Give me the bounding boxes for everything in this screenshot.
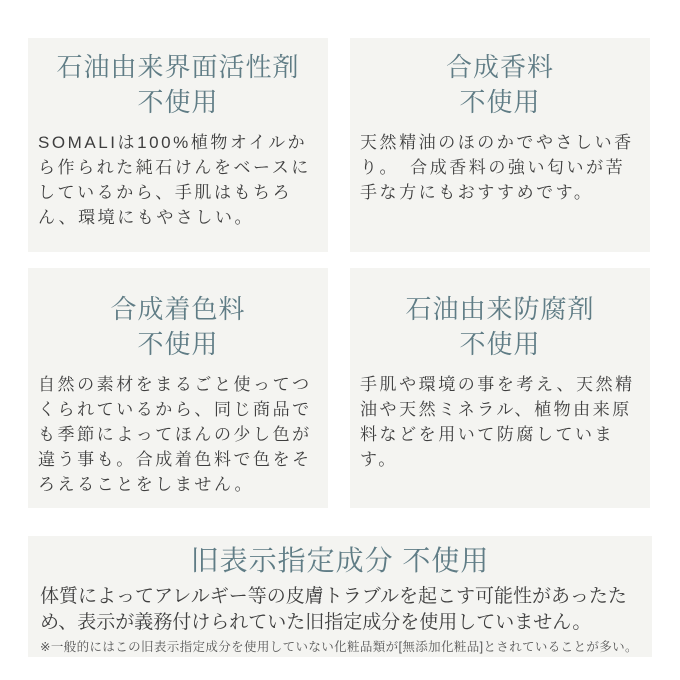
card-title-line1: 石油由来界面活性剤 xyxy=(56,52,300,82)
card-title-line2: 不使用 xyxy=(137,87,219,117)
card-title-line2: 不使用 xyxy=(459,87,541,117)
footer-card-title: 旧表示指定成分 不使用 xyxy=(190,545,490,576)
feature-card-synthetic-fragrance-free xyxy=(350,38,650,252)
card-title-line1: 合成着色料 xyxy=(110,294,246,324)
card-title-line2: 不使用 xyxy=(459,329,541,359)
feature-card-old-designated-ingredients-free xyxy=(28,536,652,657)
card-body: 天然精油のほのかでやさしい香り。 合成香料の強い匂いが苦手な方にもおすすめです。 xyxy=(360,133,634,202)
card-title-line1: 石油由来防腐剤 xyxy=(405,294,595,324)
feature-card-synthetic-colorant-free xyxy=(28,268,328,508)
card-title xyxy=(28,292,328,362)
card-title xyxy=(28,50,328,120)
card-title-line2: 不使用 xyxy=(137,329,219,359)
card-body: 自然の素材をまるごと使ってつくられているから、同じ商品でも季節によってほんの少し色が違う事も。合成着色料で色をそろえることをしません。 xyxy=(38,375,312,494)
footer-card-body: 体質によってアレルギー等の皮膚トラブルを起こす可能性があったため、表示が義務付けられていた旧指定成分を使用していません。 xyxy=(40,586,627,633)
card-title xyxy=(350,50,650,120)
card-title-line1: 合成香料 xyxy=(445,52,554,82)
card-title xyxy=(350,292,650,362)
feature-card-petroleum-preservative-free xyxy=(350,268,650,508)
card-body: SOMALIは100%植物オイルから作られた純石けんをベースにしているから、手肌はもちろん、環境にもやさしい。 xyxy=(38,133,311,227)
card-body: 手肌や環境の事を考え、天然精油や天然ミネラル、植物由来原料などを用いて防腐しています。 xyxy=(360,375,635,469)
feature-card-petroleum-surfactant-free xyxy=(28,38,328,252)
footer-card-note: ※一般的にはこの旧表示指定成分を使用していない化粧品類が[無添加化粧品]とされていることが多い。 xyxy=(40,640,638,654)
